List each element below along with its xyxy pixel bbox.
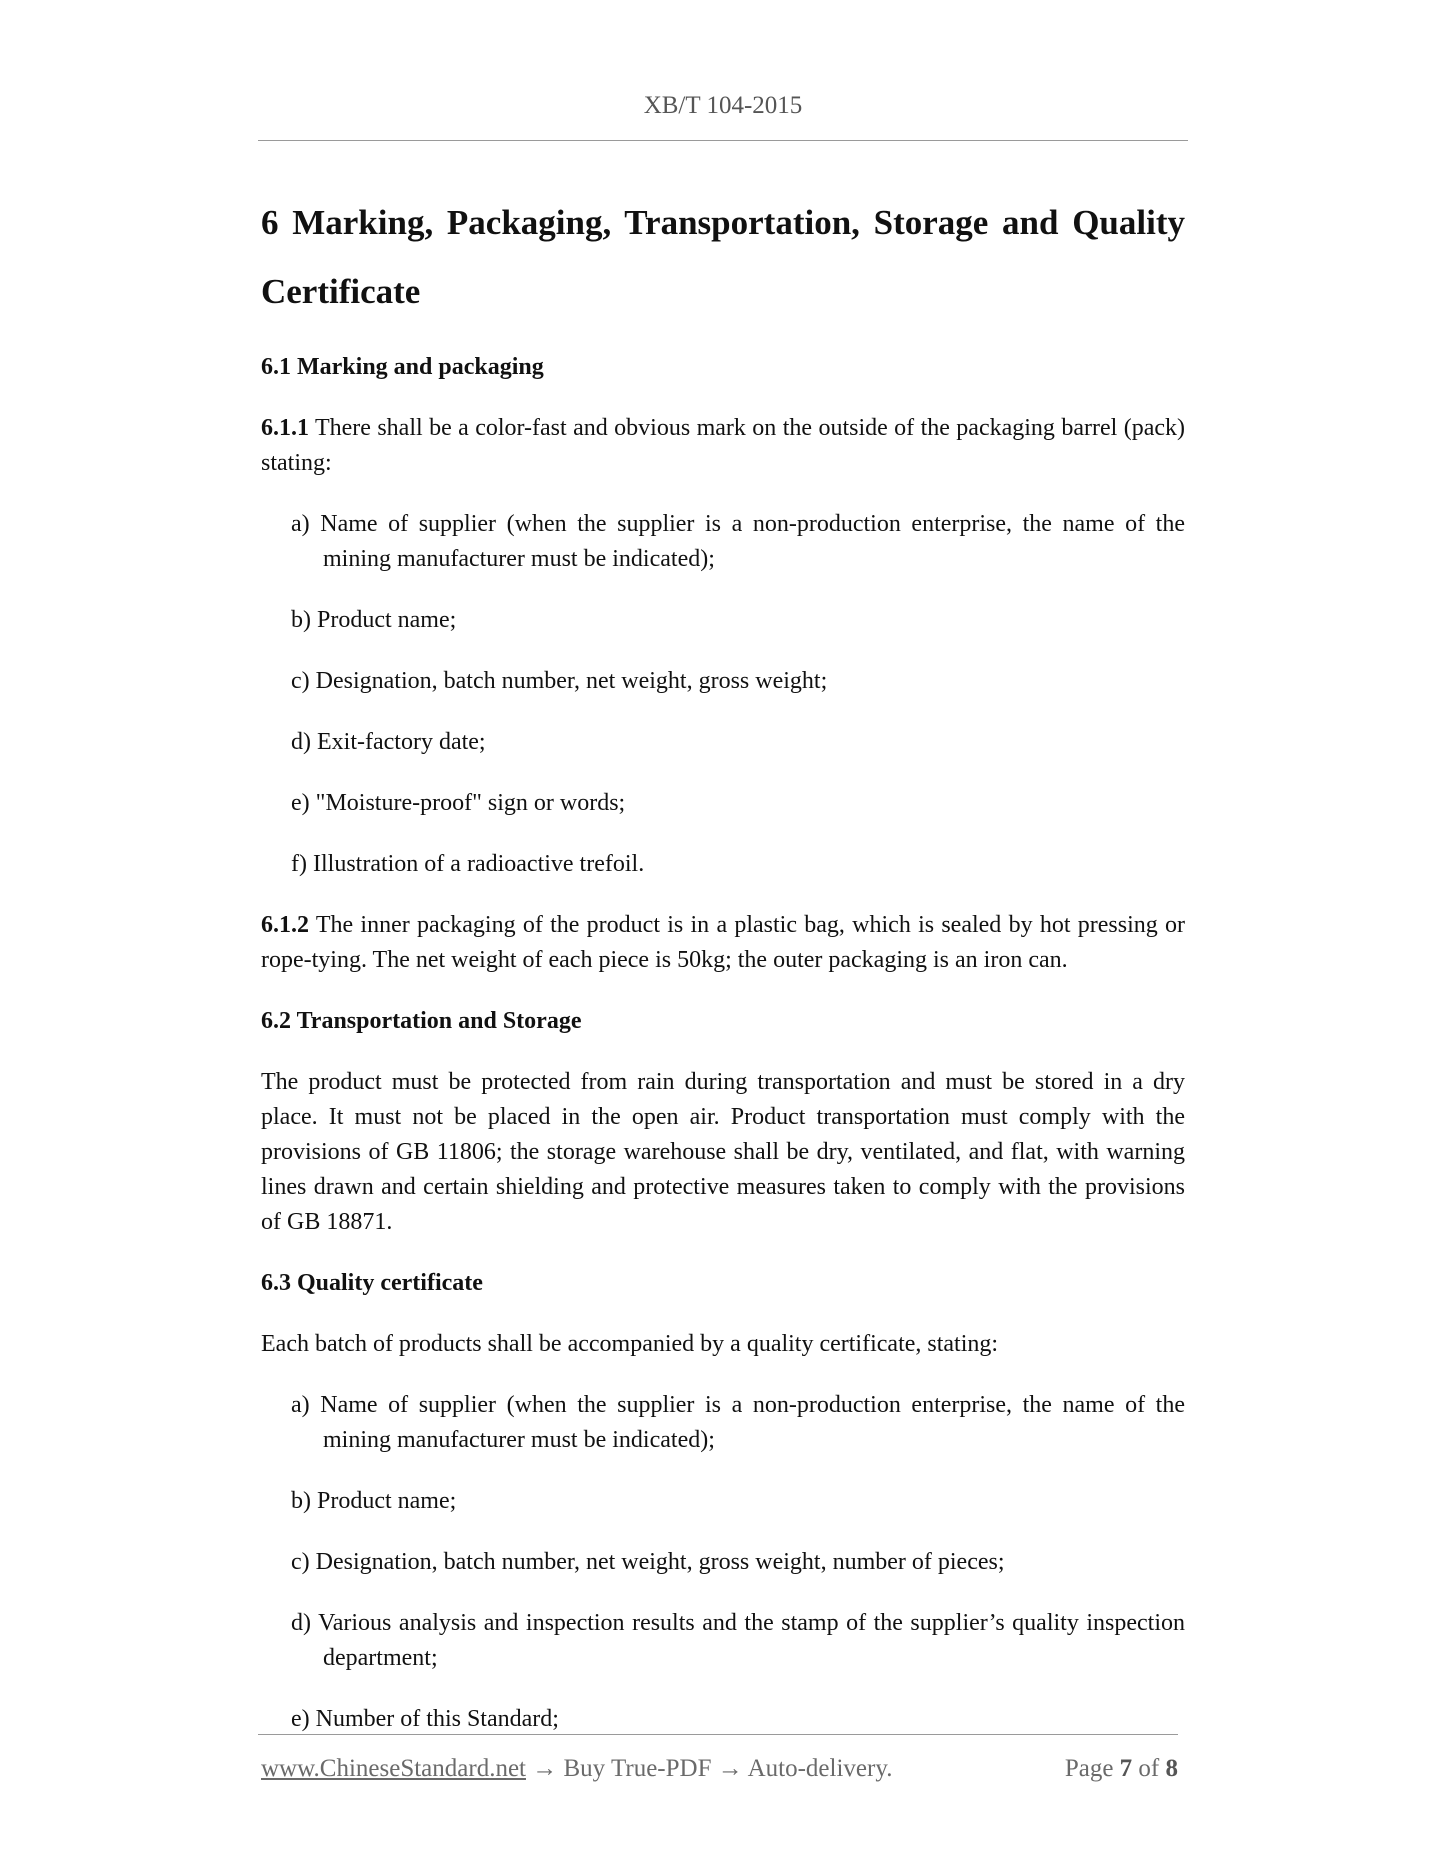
page-of: of (1138, 1755, 1160, 1782)
list-item: b) Product name; (291, 1488, 457, 1514)
list-item: a) Name of supplier (when the supplier is a non-production enterprise, the name of the mining manufacturer must be indicated); (291, 511, 1185, 572)
document-body (261, 188, 1185, 1763)
page-indicator (1065, 1752, 1178, 1786)
page-label: Page (1064, 1755, 1114, 1782)
page-footer (261, 1752, 1178, 1786)
clause-6-1-2 (261, 908, 1185, 978)
section-6-2-text: The product must be protected from rain during transportation and must be stored in a dry place. It must not be placed in the open air. Product transportation must comply with the provisions of GB 11806; the storage warehouse shall be dry, ventilated, and flat, with warning lines drawn and certain shielding and protective measures taken to comply with the provisions of GB 18871. (261, 1069, 1185, 1235)
page-current: 7 (1119, 1755, 1133, 1782)
section-6-3-heading: 6.3 Quality certificate (261, 1270, 483, 1296)
clause-6-1-1 (261, 411, 1185, 481)
site-link[interactable]: www.ChineseStandard.net (261, 1755, 526, 1782)
section-6-title-line2: Certificate (261, 272, 421, 311)
footer-divider (258, 1734, 1178, 1735)
clause-text: There shall be a color-fast and obvious mark on the outside of the packaging barrel (pack) stating: (261, 415, 1185, 476)
list-item: b) Product name; (291, 607, 457, 633)
list-item: d) Various analysis and inspection results and the stamp of the supplier’s quality inspection department; (291, 1610, 1185, 1671)
section-6-title-line1: 6 Marking, Packaging, Transportation, Storage and Quality (261, 203, 1185, 242)
section-6-title (261, 188, 1185, 326)
page-total: 8 (1165, 1755, 1178, 1782)
list-item: a) Name of supplier (when the supplier is a non-production enterprise, the name of the mining manufacturer must be indicated); (291, 1392, 1185, 1453)
list-item: c) Designation, batch number, net weight, gross weight; (291, 668, 828, 694)
promo-text: → Buy True-PDF → Auto-delivery. (526, 1755, 893, 1782)
header-divider (258, 140, 1188, 141)
page-header-doc-number: XB/T 104-2015 (643, 92, 803, 119)
section-6-1-heading: 6.1 Marking and packaging (261, 354, 544, 380)
clause-number: 6.1.1 (261, 415, 309, 441)
list-item: e) Number of this Standard; (291, 1706, 559, 1732)
list-item: d) Exit-factory date; (291, 729, 486, 755)
section-6-3-intro: Each batch of products shall be accompanied by a quality certificate, stating: (261, 1331, 999, 1357)
clause-text: The inner packaging of the product is in a plastic bag, which is sealed by hot pressing or rope-tying. The net weight of each piece is 50kg; the outer packaging is an iron can. (261, 912, 1185, 973)
section-6-2-heading: 6.2 Transportation and Storage (261, 1008, 582, 1034)
list-item: c) Designation, batch number, net weight, gross weight, number of pieces; (291, 1549, 1005, 1575)
list-item: f) Illustration of a radioactive trefoil. (291, 851, 645, 877)
clause-number: 6.1.2 (261, 912, 309, 938)
list-item: e) "Moisture-proof" sign or words; (291, 790, 626, 816)
